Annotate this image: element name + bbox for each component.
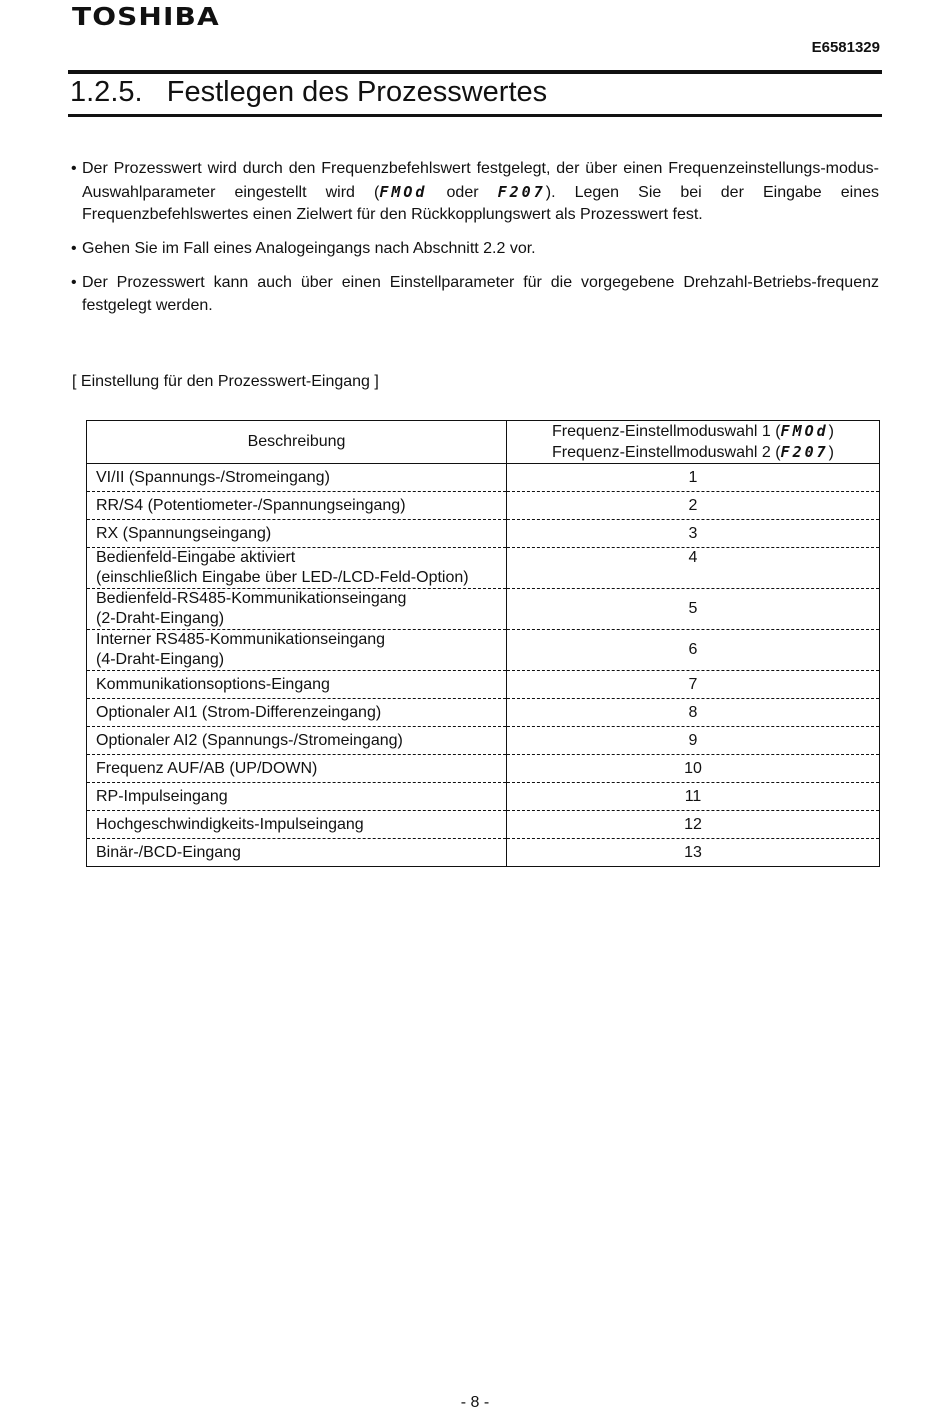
table-row: [87, 671, 880, 699]
parameter-code-fmod: FMOd: [780, 422, 829, 440]
row-description: Bedienfeld-Eingabe aktiviert (einschließlich Eingabe über LED-/LCD-Feld-Option): [87, 548, 507, 589]
bullet-paragraph-3: • Der Prozesswert kann auch über einen Einstellparameter für die vorgegebene Drehzahl-Betriebs-frequenz festgelegt werden.: [82, 272, 879, 317]
page-number: - 8 -: [460, 1394, 490, 1411]
row-description: Bedienfeld-RS485-Kommunikationseingang (2-Draht-Eingang): [87, 589, 507, 630]
bullet-paragraph-2: • Gehen Sie im Fall eines Analogeingangs nach Abschnitt 2.2 vor.: [82, 238, 879, 261]
table-row: [87, 589, 880, 630]
row-value: 1: [507, 464, 880, 492]
row-value: 8: [507, 699, 880, 727]
brand-logo: TOSHIBA: [72, 2, 220, 31]
row-description: RX (Spannungseingang): [87, 520, 507, 548]
row-description: RP-Impulseingang: [87, 783, 507, 811]
row-value: 9: [507, 727, 880, 755]
table-row: [87, 548, 880, 589]
header-frequency-mode: Frequenz-Einstellmoduswahl 1 (FMOd) Frequenz-Einstellmoduswahl 2 (F207): [507, 421, 880, 464]
row-value: 3: [507, 520, 880, 548]
row-description: Optionaler AI2 (Spannungs-/Stromeingang): [87, 727, 507, 755]
row-description: Frequenz AUF/AB (UP/DOWN): [87, 755, 507, 783]
section-heading: [70, 76, 547, 109]
row-value: 10: [507, 755, 880, 783]
row-value: 6: [507, 630, 880, 671]
table-row: [87, 699, 880, 727]
row-description: VI/II (Spannungs-/Stromeingang): [87, 464, 507, 492]
row-description: Optionaler AI1 (Strom-Differenzeingang): [87, 699, 507, 727]
parameter-code-f207: F207: [780, 443, 829, 461]
row-description: Interner RS485-Kommunikationseingang (4-Draht-Eingang): [87, 630, 507, 671]
row-description: RR/S4 (Potentiometer-/Spannungseingang): [87, 492, 507, 520]
row-value: 4: [507, 548, 880, 589]
row-description: Binär-/BCD-Eingang: [87, 839, 507, 867]
document-number: E6581329: [811, 39, 880, 56]
table-row: [87, 520, 880, 548]
parameter-code-fmod: FMOd: [379, 182, 428, 201]
bullet-paragraph-1: • Der Prozesswert wird durch den Frequenzbefehlswert festgelegt, der über einen Frequenzeinstellungs-modus-Auswahlparameter eingestellt wird (FMOd oder F207). Legen Sie bei der Eingabe eines Frequenzbefehlswertes einen Zielwert für den Rückkopplungswert als Prozesswert fest.: [82, 158, 879, 227]
row-value: 2: [507, 492, 880, 520]
header-rule-bottom: [68, 114, 882, 117]
table-row: [87, 755, 880, 783]
table-row: [87, 811, 880, 839]
row-description: Kommunikationsoptions-Eingang: [87, 671, 507, 699]
row-description: Hochgeschwindigkeits-Impulseingang: [87, 811, 507, 839]
row-value: 7: [507, 671, 880, 699]
parameter-code-f207: F207: [497, 182, 546, 201]
table-title: [ Einstellung für den Prozesswert-Eingang ]: [72, 373, 379, 390]
table-header-row: [87, 421, 880, 464]
section-title: Festlegen des Prozesswertes: [166, 76, 548, 108]
header-rule-top: [68, 70, 882, 74]
header-description: Beschreibung: [87, 421, 507, 464]
table-row: [87, 492, 880, 520]
table-row: [87, 783, 880, 811]
row-value: 13: [507, 839, 880, 867]
process-value-input-table: [86, 420, 880, 867]
section-number: 1.2.5.: [70, 76, 143, 108]
table-row: [87, 464, 880, 492]
row-value: 5: [507, 589, 880, 630]
table-row: [87, 630, 880, 671]
table-row: [87, 727, 880, 755]
row-value: 12: [507, 811, 880, 839]
row-value: 11: [507, 783, 880, 811]
table-row: [87, 839, 880, 867]
